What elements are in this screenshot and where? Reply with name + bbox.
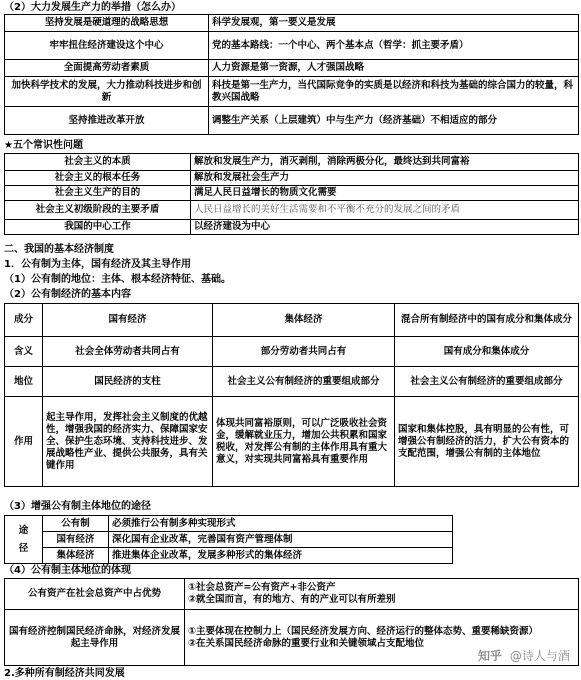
five-label: 社会主义初级阶段的主要矛盾: [5, 201, 191, 220]
five-content: 解放和发展社会生产力: [191, 171, 579, 186]
section-heading-routes: （3）增强公有制主体地位的途径: [4, 501, 151, 512]
route-type: 集体经济: [43, 548, 109, 564]
watermark-site: 知乎: [478, 649, 503, 663]
row-label: 作用: [5, 397, 43, 487]
five-row: [5, 220, 579, 235]
subheading-content: （2）公有制经济的基本内容: [4, 289, 131, 300]
economy-cell: 起主导作用，发挥社会主义制度的优越性，增强我国的经济实力、保障国家安全、保护生态环境、支持科技进步、发展战略性产业、提供公共服务，具有关键作用: [43, 397, 213, 487]
five-label: 我国的中心工作: [5, 220, 191, 235]
routes-row: [5, 516, 453, 532]
embodiment-line: ②在关系国民经济命脉的重要行业和关键领域占支配地位: [188, 637, 425, 649]
embodiment-line: ①社会总资产=公有资产+非公资产: [188, 582, 336, 593]
measures-row: [5, 32, 579, 60]
economy-cell: 体现共同富裕原则，可以广泛吸收社会资金，缓解就业压力，增加公共积累和国家税收，对发挥公有制的主体作用具有重大意义，对实现共同富裕具有重要作用: [213, 397, 395, 487]
measures-row: [5, 107, 579, 135]
embodiment-label: 国有经济控制国民经济命脉，对经济发展起主导作用: [5, 610, 185, 666]
measure-label: 牢牢扭住经济建设这个中心: [5, 32, 209, 60]
routes-table: [4, 515, 453, 564]
economy-cell: 社会主义公有制经济的重要组成部分: [395, 367, 579, 397]
five-row: [5, 201, 579, 220]
five-content: 以经济建设为中心: [191, 220, 579, 235]
economy-cell: 部分劳动者共同占有: [213, 337, 395, 367]
measure-label: 加快科学技术的发展，大力推动科技进步和创新: [5, 77, 209, 107]
route-content: 必须推行公有制多种实现形式: [109, 516, 453, 532]
section-heading-embodiment: （4）公有制主体地位的体现: [4, 565, 131, 576]
header-cell: 混合所有制经济中的国有成分和集体成分: [395, 304, 579, 337]
five-content: 人民日益增长的美好生活需要和不平衡不充分的发展之间的矛盾: [191, 201, 579, 220]
route-type: 国有经济: [43, 532, 109, 548]
header-cell: 集体经济: [213, 304, 395, 337]
header-cell: 成分: [5, 304, 43, 337]
watermark: [478, 647, 570, 664]
five-label: 社会主义的根本任务: [5, 171, 191, 186]
five-content: 满足人民日益增长的物质文化需要: [191, 186, 579, 201]
watermark-handle: @诗人与酒: [509, 649, 570, 663]
embodiment-content: [185, 579, 579, 610]
economy-cell: 国家和集体控股，具有明显的公有性，可增强公有制经济的活力，扩大公有资本的支配范围，增强公有制的主体地位: [395, 397, 579, 487]
route-type: 公有制: [43, 516, 109, 532]
economy-cell: 国民经济的支柱: [43, 367, 213, 397]
measures-row: [5, 77, 579, 107]
embodiment-label: 公有资产在社会总资产中占优势: [5, 579, 185, 610]
five-row: [5, 186, 579, 201]
five-content: 解放和发展生产力，消灭剥削，消除两极分化，最终达到共同富裕: [191, 154, 579, 171]
measure-content: 党的基本路线：一个中心、两个基本点（哲学：抓主要矛盾）: [209, 32, 579, 60]
measures-row: [5, 60, 579, 77]
measure-label: 坚持推进改革开放: [5, 107, 209, 135]
economy-row: [5, 337, 579, 367]
measure-label: 全面提高劳动者素质: [5, 60, 209, 77]
measures-table: [4, 14, 579, 135]
row-label: 地位: [5, 367, 43, 397]
economy-cell: 国有成分和集体成分: [395, 337, 579, 367]
five-row: [5, 171, 579, 186]
embodiment-line: ②就全国而言，有的地方、有的产业可以有所差别: [188, 594, 396, 605]
five-label: 社会主义的本质: [5, 154, 191, 171]
routes-row: [5, 548, 453, 564]
measure-content: 人力资源是第一资源，人才强国战略: [209, 60, 579, 77]
section-heading-mixed-ownership: 2.多种所有制经济共同发展: [4, 668, 125, 679]
embodiment-line: ①主要体现在控制力上（国民经济发展方向、经济运行的整体态势、重要稀缺资源）: [188, 625, 539, 637]
five-label: 社会主义生产的目的: [5, 186, 191, 201]
routes-label-text: 途径: [18, 524, 29, 554]
subheading-public-ownership: 1．公有制为主体，国有经济及其主导作用: [4, 259, 191, 270]
row-label: 含义: [5, 337, 43, 367]
routes-row: [5, 532, 453, 548]
measures-row: [5, 15, 579, 32]
route-content: 深化国有企业改革，完善国有资产管理体制: [109, 532, 453, 548]
measure-content: 科学发展观，第一要义是发展: [209, 15, 579, 32]
economy-row: [5, 367, 579, 397]
section-heading-five: ★五个常识性问题: [4, 140, 83, 151]
economy-header-row: [5, 304, 579, 337]
measure-label: 坚持发展是硬道理的战略思想: [5, 15, 209, 32]
economy-cell: 社会主义公有制经济的重要组成部分: [213, 367, 395, 397]
five-row: [5, 154, 579, 171]
embodiment-row: [5, 579, 579, 610]
routes-label: [5, 516, 43, 564]
economy-row: [5, 397, 579, 487]
header-cell: 国有经济: [43, 304, 213, 337]
measure-content: 调整生产关系（上层建筑）中与生产力（经济基础）不相适应的部分: [209, 107, 579, 135]
route-content: 推进集体企业改革，发展多种形式的集体经济: [109, 548, 453, 564]
measure-content: 科技是第一生产力，当代国际竞争的实质是以经济和科技为基础的综合国力的较量，科教兴国战略: [209, 77, 579, 107]
five-table: [4, 153, 579, 235]
economy-table: [4, 303, 579, 487]
section-heading-measures: （2）大力发展生产力的举措（怎么办）: [4, 2, 181, 13]
subheading-status: （1）公有制的地位：主体、根本经济特征、基础。: [4, 274, 231, 285]
economy-cell: 社会全体劳动者共同占有: [43, 337, 213, 367]
section-heading-basic-system: 二、我国的基本经济制度: [4, 244, 114, 255]
